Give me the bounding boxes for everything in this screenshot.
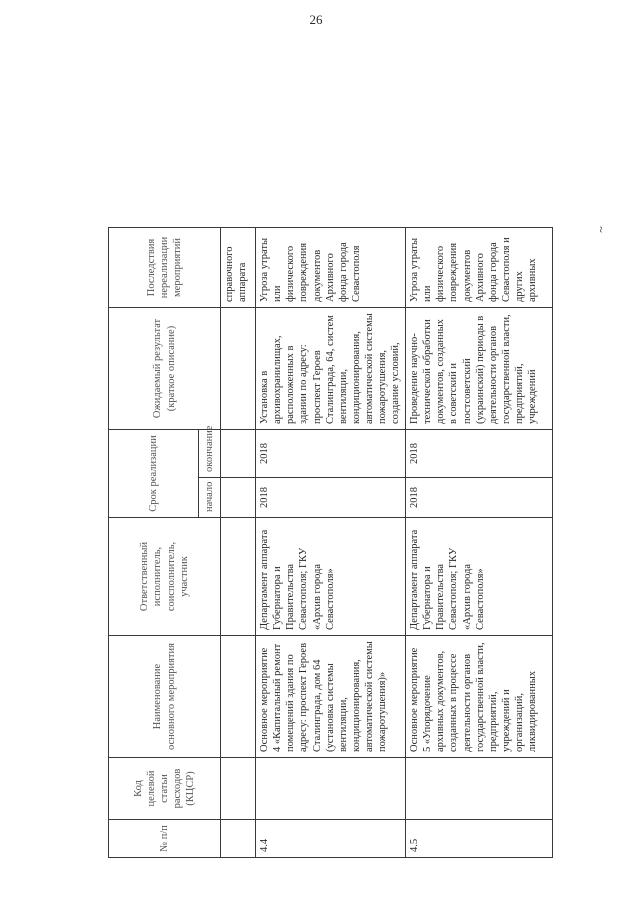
row-code (258, 763, 402, 814)
row-consequences: Угроза утраты или физического повреждения документов Архивного фонда города Севастополя и других архивных (409, 237, 539, 302)
header-end: окончание (199, 429, 221, 477)
row-executor: Департамент аппарата Губернатора и Правительства Севастополя; ГКУ «Архив города Севастополя» (259, 529, 336, 630)
header-code: Код целевой статьи расходов (КЦСР) (109, 758, 221, 820)
header-start: начало (199, 478, 221, 518)
header-row (109, 87, 199, 857)
continuation-row (221, 87, 256, 857)
header-num: № п/п (109, 820, 221, 858)
row-result: Проведение научно-технической обработки документов, созданных в советский и постсоветский (украинский) периоды в деятельности органов государственной власти, предприятий, учреждений (409, 314, 539, 424)
prev-start (221, 478, 256, 518)
prev-num (221, 820, 256, 858)
prev-consequences: справочного аппарата (221, 227, 256, 307)
prev-executor (221, 518, 256, 636)
header-consequences: Последствия нереализации мероприятий (109, 227, 221, 307)
page-number: 26 (309, 12, 323, 27)
prev-name (221, 636, 256, 758)
row-code (408, 763, 549, 814)
margin-mark: ~ (593, 226, 608, 233)
row-num: 4.5 (409, 838, 420, 852)
row-end: 2018 (409, 443, 420, 464)
header-term: Срок реализации (109, 429, 199, 517)
row-end: 2018 (259, 443, 270, 464)
row-name: Основное мероприятие 4 «Капитальный ремонт помещений здания по адресу: проспект Героев Сталинграда, дом 64 (установка системы вентиляции, кондиционирования, автоматической системы пожаротушения)» (259, 641, 389, 752)
prev-end (221, 429, 256, 477)
row-result: Установка в архивохранилищах, расположенных в здании по адресу: проспект Героев Сталинграда, 64, систем вентиляции, кондиционирования, автоматической системы пожаротушения, создание условий, (259, 313, 402, 424)
row-executor: Департамент аппарата Губернатора и Правительства Севастополя; ГКУ «Архив города Севастополя» (409, 529, 486, 630)
prev-code (221, 758, 256, 820)
header-name: Наименование основного мероприятия (109, 636, 221, 758)
table-row (406, 87, 553, 857)
row-consequences: Угроза утраты или физического повреждения документов Архивного фонда города Севастополя (259, 237, 362, 302)
row-start: 2018 (259, 487, 270, 508)
header-executor: Ответственный исполнитель, соисполнитель, участник (109, 518, 221, 636)
table-row (256, 87, 406, 857)
header-spacer (109, 87, 221, 227)
row-start: 2018 (409, 487, 420, 508)
row-name: Основное мероприятие 5 «Упорядочение архивных документов, созданных в процессе деятельности органов государственной власти, предприятий, учреждений и организаций, ликвидированных (409, 642, 539, 752)
header-result: Ожидаемый результат (краткое описание) (109, 307, 221, 429)
prev-result (221, 307, 256, 429)
rotated-table-wrapper (108, 88, 558, 858)
row-num: 4.4 (259, 838, 270, 852)
activities-table (108, 87, 553, 858)
